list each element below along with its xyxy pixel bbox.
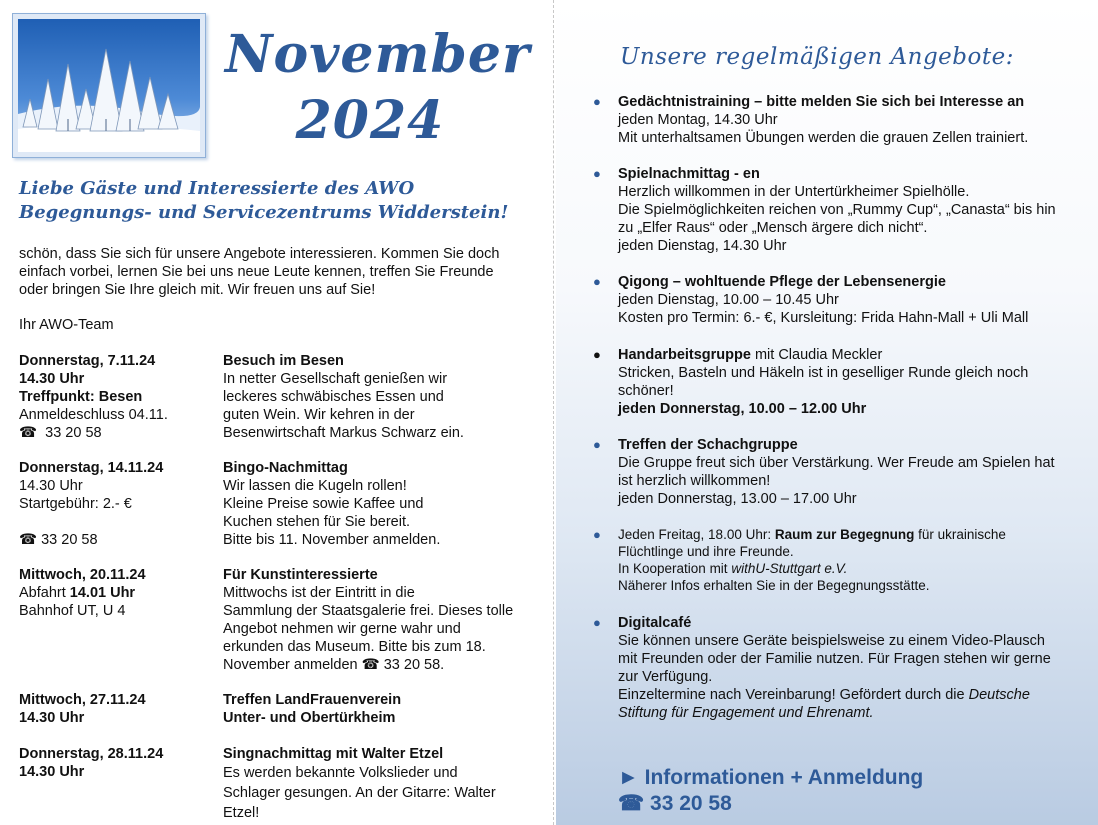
- bullet-icon: ●: [593, 437, 601, 452]
- offer-line: mit Freunden oder der Familie nutzen. Für Fragen stehen wir gerne: [618, 651, 1051, 667]
- offer-line: ist herzlich willkommen!: [618, 473, 771, 489]
- phone-number: 33 20 58: [650, 792, 732, 815]
- phone-number: 33 20 58.: [383, 657, 445, 673]
- intro-line: einfach vorbei, lernen Sie bei uns neue Leute kennen, treffen Sie Freunde: [19, 264, 494, 280]
- event-title: Singnachmittag mit Walter Etzel: [223, 746, 444, 762]
- event-deadline: Anmeldeschluss 04.11.: [19, 407, 168, 423]
- event-title: Treffen LandFrauenverein: [223, 692, 402, 708]
- event-desc-text: November anmelden: [223, 657, 358, 673]
- offer-line: jeden Dienstag, 10.00 – 10.45 Uhr: [618, 292, 839, 308]
- event-station: Bahnhof UT, U 4: [19, 603, 126, 619]
- bullet-icon: ●: [593, 527, 601, 542]
- event-phone: [19, 424, 219, 442]
- offer-title: Treffen der Schachgruppe: [618, 437, 798, 453]
- coop-prefix: In Kooperation mit: [618, 561, 732, 576]
- title-month: November: [225, 24, 531, 85]
- phone-icon: ☎: [361, 657, 380, 673]
- phone-icon: ☎: [19, 532, 38, 548]
- event-desc-line: Etzel!: [223, 805, 260, 821]
- event-desc-line: Kuchen stehen für Sie bereit.: [223, 514, 411, 530]
- event-datetime: [19, 352, 219, 442]
- event-title: Für Kunstinteressierte: [223, 567, 378, 583]
- greeting-line: Begegnungs- und Servicezentrums Widderstein!: [19, 202, 509, 223]
- bullet-icon: ●: [593, 94, 601, 109]
- event-description: [223, 459, 543, 549]
- departure-time: 14.01 Uhr: [69, 585, 136, 601]
- event-desc-line: erkunden das Museum. Bitte bis zum 18.: [223, 639, 486, 655]
- event-desc-line: leckeres schwäbisches Essen und: [223, 389, 444, 405]
- offer-line: Herzlich willkommen in der Untertürkheimer Spielhölle.: [618, 184, 970, 200]
- offer-prefix: Jeden Freitag, 18.00 Uhr:: [618, 527, 775, 542]
- event-datetime: [19, 691, 219, 727]
- offer-title-line: [618, 526, 1078, 543]
- offer-line: jeden Montag, 14.30 Uhr: [618, 112, 778, 128]
- event-desc-line: [223, 656, 543, 674]
- signature: Ihr AWO-Team: [19, 317, 114, 333]
- event-departure: [19, 584, 219, 602]
- intro-line: oder bringen Sie Ihre gleich mit. Wir freuen uns auf Sie!: [19, 282, 376, 298]
- bullet-icon: ●: [593, 166, 601, 181]
- info-contact: [618, 765, 923, 817]
- event-desc-line: Sammlung der Staatsgalerie frei. Dieses tolle: [223, 603, 514, 619]
- funding-name: Stiftung für Engagement und Ehrenamt.: [618, 705, 874, 721]
- offer-item: [593, 614, 1078, 722]
- event-date: Donnerstag, 7.11.24: [19, 353, 156, 369]
- offer-item: [593, 436, 1078, 508]
- event-desc-line: Es werden bekannte Volkslieder und: [223, 765, 458, 781]
- event-datetime: [19, 566, 219, 620]
- event-desc-line: Mittwochs ist der Eintritt in die: [223, 585, 415, 601]
- event-meeting-point: Treffpunkt: Besen: [19, 389, 143, 405]
- offer-title-suffix: mit Claudia Meckler: [750, 347, 883, 363]
- event-description: [223, 745, 543, 823]
- offer-line: Flüchtlinge und ihre Freunde.: [618, 544, 794, 559]
- phone-number: 33 20 58: [41, 532, 98, 548]
- event-desc-line: Kleine Preise sowie Kaffee und: [223, 496, 424, 512]
- snowy-forest-image: [18, 19, 200, 152]
- greeting-line: Liebe Gäste und Interessierte des AWO: [19, 178, 415, 199]
- offer-line: [618, 560, 1078, 577]
- offer-line: Die Spielmöglichkeiten reichen von „Rummy Cup“, „Canasta“ bis hin: [618, 202, 1056, 218]
- event-title: Besuch im Besen: [223, 353, 344, 369]
- event-time: 14.30 Uhr: [19, 710, 85, 726]
- event-desc-line: Wir lassen die Kugeln rollen!: [223, 478, 407, 494]
- offer-title: Gedächtnistraining – bitte melden Sie sich bei Interesse an: [618, 94, 1025, 110]
- offer-item: [593, 165, 1078, 255]
- title-year: 2024: [295, 90, 445, 151]
- page-title: [225, 22, 531, 154]
- event-time: 14.30 Uhr: [19, 371, 85, 387]
- offer-schedule: jeden Donnerstag, 10.00 – 12.00 Uhr: [618, 401, 867, 417]
- event-description: [223, 691, 543, 727]
- offer-line: Kosten pro Termin: 6.- €, Kursleitung: Frida Hahn-Mall + Uli Mall: [618, 310, 1029, 326]
- column-divider: [553, 0, 554, 825]
- intro-line: schön, dass Sie sich für unsere Angebote interessieren. Kommen Sie doch: [19, 246, 500, 262]
- offers-title: Unsere regelmäßigen Angebote:: [620, 44, 1014, 70]
- departure-label: Abfahrt: [19, 585, 66, 601]
- offer-title: Qigong – wohltuende Pflege der Lebensenergie: [618, 274, 946, 290]
- offer-line: zur Verfügung.: [618, 669, 713, 685]
- offer-title: Handarbeitsgruppe: [618, 347, 751, 363]
- offer-line: [618, 686, 1078, 704]
- event-subtitle: Unter- und Obertürkheim: [223, 710, 396, 726]
- offer-title: Raum zur Begegnung: [774, 527, 915, 542]
- intro-text: [19, 245, 544, 299]
- offer-item: [593, 273, 1078, 327]
- offer-item: [593, 93, 1078, 147]
- offer-suffix: für ukrainische: [914, 527, 1006, 542]
- event-desc-line: Besenwirtschaft Markus Schwarz ein.: [223, 425, 464, 441]
- offer-line: [618, 704, 1078, 722]
- event-date: Donnerstag, 14.11.24: [19, 460, 164, 476]
- bullet-icon: ●: [593, 347, 601, 362]
- event-description: [223, 566, 543, 674]
- offer-item: [593, 526, 1078, 594]
- offer-line: jeden Donnerstag, 13.00 – 17.00 Uhr: [618, 491, 857, 507]
- event-date: Mittwoch, 20.11.24: [19, 567, 146, 583]
- offer-item: [593, 346, 1078, 418]
- event-date: Mittwoch, 27.11.24: [19, 692, 146, 708]
- event-time: 14.30 Uhr: [19, 478, 83, 494]
- event-desc-line: guten Wein. Wir kehren in der: [223, 407, 415, 423]
- bullet-icon: ●: [593, 274, 601, 289]
- event-desc-line: Bitte bis 11. November anmelden.: [223, 532, 441, 548]
- phone-icon: ☎: [19, 425, 38, 441]
- offer-line: Näherer Infos erhalten Sie in der Begegnungsstätte.: [618, 578, 930, 593]
- offer-line: Die Gruppe freut sich über Verstärkung. Wer Freude am Spielen hat: [618, 455, 1055, 471]
- funding-prefix: Einzeltermine nach Vereinbarung! Gefördert durch die: [618, 687, 969, 703]
- offer-line: Stricken, Basteln und Häkeln ist in geselliger Runde gleich noch: [618, 365, 1029, 381]
- event-desc-line: In netter Gesellschaft genießen wir: [223, 371, 448, 387]
- event-time: 14.30 Uhr: [19, 764, 85, 780]
- offer-title-line: [618, 346, 1078, 364]
- offer-line: schöner!: [618, 383, 674, 399]
- event-fee: Startgebühr: 2.- €: [19, 496, 132, 512]
- offer-line: Sie können unsere Geräte beispielsweise zu einem Video-Plausch: [618, 633, 1045, 649]
- event-desc-line: Schlager gesungen. An der Gitarre: Walter: [223, 785, 496, 801]
- offer-line: Mit unterhaltsamen Übungen werden die grauen Zellen trainiert.: [618, 130, 1029, 146]
- coop-name: withU-Stuttgart e.V.: [731, 561, 848, 576]
- event-title: Bingo-Nachmittag: [223, 460, 348, 476]
- event-desc-line: Angebot nehmen wir gerne wahr und: [223, 621, 461, 637]
- event-phone: [19, 531, 219, 549]
- funding-name: Deutsche: [968, 687, 1030, 703]
- offer-line: zu „Elfer Raus“ oder „Mensch ärgere dich nicht“.: [618, 220, 928, 236]
- phone-number: 33 20 58: [45, 425, 102, 441]
- greeting-heading: [19, 177, 539, 225]
- phone-icon: ☎: [618, 792, 645, 815]
- event-datetime: [19, 459, 219, 549]
- offer-line: jeden Dienstag, 14.30 Uhr: [618, 238, 787, 254]
- offer-title: Digitalcafé: [618, 615, 692, 631]
- offer-title: Spielnachmittag - en: [618, 166, 760, 182]
- bullet-icon: ●: [593, 615, 601, 630]
- event-datetime: [19, 745, 219, 781]
- info-label: ► Informationen + Anmeldung: [618, 766, 924, 789]
- event-description: [223, 352, 543, 442]
- winter-photo: [12, 13, 206, 158]
- event-date: Donnerstag, 28.11.24: [19, 746, 164, 762]
- info-phone: [618, 791, 923, 817]
